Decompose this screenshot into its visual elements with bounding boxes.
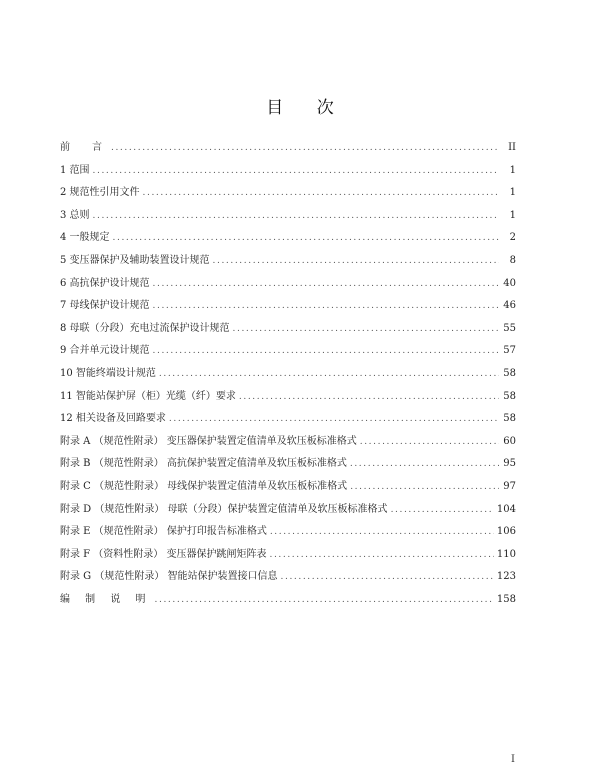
toc-entry[interactable] <box>60 593 516 616</box>
toc-entry[interactable] <box>60 231 516 254</box>
toc-leader-dots <box>350 457 499 471</box>
toc-entry-page: 8 <box>509 254 516 266</box>
toc-leader-dots <box>93 209 499 223</box>
toc-entry-label: 前 言 <box>60 142 108 153</box>
toc-entry-page: 58 <box>503 390 516 402</box>
toc-entry-page: 58 <box>503 413 516 425</box>
toc-entry[interactable] <box>60 457 516 480</box>
toc-leader-dots <box>155 593 494 607</box>
toc-leader-dots <box>113 231 499 245</box>
toc-leader-dots <box>239 390 499 404</box>
toc-entry-page: 110 <box>496 548 516 560</box>
toc-entry[interactable] <box>60 344 516 367</box>
toc-entry-label: 8 母联（分段）充电过流保护设计规范 <box>60 322 230 334</box>
toc-entry-page: 97 <box>503 480 516 492</box>
toc-entry[interactable] <box>60 390 516 413</box>
toc-entry-page: 106 <box>496 526 516 538</box>
toc-leader-dots <box>93 164 499 178</box>
toc-entry-label: 9 合并单元设计规范 <box>60 345 150 357</box>
toc-entry-page: 123 <box>496 571 516 583</box>
toc-entry-label: 6 高抗保护设计规范 <box>60 277 150 289</box>
toc-entry[interactable] <box>60 186 516 209</box>
toc-leader-dots <box>143 186 499 200</box>
toc-entry-label: 10 智能终端设计规范 <box>60 367 156 379</box>
toc-entry-label: 2 规范性引用文件 <box>60 187 140 199</box>
page-title: 目 次 <box>266 98 348 118</box>
toc-entry-label: 3 总则 <box>60 209 90 221</box>
toc-entry[interactable] <box>60 277 516 300</box>
toc-entry[interactable] <box>60 299 516 322</box>
toc-entry[interactable] <box>60 322 516 345</box>
toc-entry[interactable] <box>60 570 516 593</box>
page-number: I <box>511 754 515 765</box>
toc-entry[interactable] <box>60 164 516 187</box>
toc-entry-page: 58 <box>503 367 516 379</box>
toc-leader-dots <box>153 277 499 291</box>
toc-entry-page: 104 <box>496 503 516 515</box>
toc-entry-label: 附录 E （规范性附录） 保护打印报告标准格式 <box>60 526 267 538</box>
toc-entry-page: 1 <box>509 164 516 176</box>
toc-entry-label: 12 相关设备及回路要求 <box>60 413 166 425</box>
toc-leader-dots <box>159 367 499 381</box>
toc-entry-page: 2 <box>509 232 516 244</box>
toc-entry[interactable] <box>60 367 516 390</box>
toc-leader-dots <box>270 525 494 539</box>
toc-leader-dots <box>281 570 494 584</box>
toc-entry-label: 4 一般规定 <box>60 232 110 244</box>
toc-entry-label: 11 智能站保护屏（柜）光缆（纤）要求 <box>60 390 236 402</box>
toc-entry-label: 附录 F （资料性附录） 变压器保护跳闸矩阵表 <box>60 548 267 560</box>
toc-entry-page: 55 <box>503 322 516 334</box>
toc-entry[interactable] <box>60 141 516 164</box>
toc-entry-label: 5 变压器保护及辅助装置设计规范 <box>60 254 210 266</box>
toc-leader-dots <box>169 412 499 426</box>
toc-entry-page: 60 <box>503 435 516 447</box>
toc-entry-page: 158 <box>496 593 516 605</box>
toc-entry-page: 1 <box>509 187 516 199</box>
toc-entry-page: 46 <box>503 300 516 312</box>
toc-leader-dots <box>391 503 494 517</box>
toc-entry-page: 95 <box>503 458 516 470</box>
toc-entry-label: 附录 D （规范性附录） 母联（分段）保护装置定值清单及软压板标准格式 <box>60 503 388 515</box>
toc-entry[interactable] <box>60 209 516 232</box>
toc-entry-label: 1 范围 <box>60 164 90 176</box>
table-of-contents <box>60 141 516 615</box>
toc-entry[interactable] <box>60 503 516 526</box>
toc-entry-label: 编 制 说 明 <box>60 593 152 605</box>
toc-leader-dots <box>213 254 499 268</box>
toc-entry-page: 1 <box>509 209 516 221</box>
toc-leader-dots <box>233 322 499 336</box>
toc-entry[interactable] <box>60 412 516 435</box>
toc-entry-label: 附录 A （规范性附录） 变压器保护装置定值清单及软压板标准格式 <box>60 435 357 447</box>
toc-entry[interactable] <box>60 254 516 277</box>
toc-leader-dots <box>111 141 499 155</box>
toc-leader-dots <box>153 299 499 313</box>
toc-leader-dots <box>153 344 499 358</box>
toc-entry-label: 附录 C （规范性附录） 母线保护装置定值清单及软压板标准格式 <box>60 480 348 492</box>
toc-entry-page: II <box>508 142 516 153</box>
toc-entry-label: 7 母线保护设计规范 <box>60 300 150 312</box>
toc-entry[interactable] <box>60 480 516 503</box>
toc-leader-dots <box>269 548 493 562</box>
toc-entry-page: 40 <box>503 277 516 289</box>
toc-entry-label: 附录 G （规范性附录） 智能站保护装置接口信息 <box>60 571 278 583</box>
toc-leader-dots <box>350 480 499 494</box>
toc-entry-page: 57 <box>503 345 516 357</box>
toc-entry[interactable] <box>60 525 516 548</box>
toc-leader-dots <box>360 435 499 449</box>
toc-entry-label: 附录 B （规范性附录） 高抗保护装置定值清单及软压板标准格式 <box>60 458 347 470</box>
toc-entry[interactable] <box>60 548 516 571</box>
toc-entry[interactable] <box>60 435 516 458</box>
